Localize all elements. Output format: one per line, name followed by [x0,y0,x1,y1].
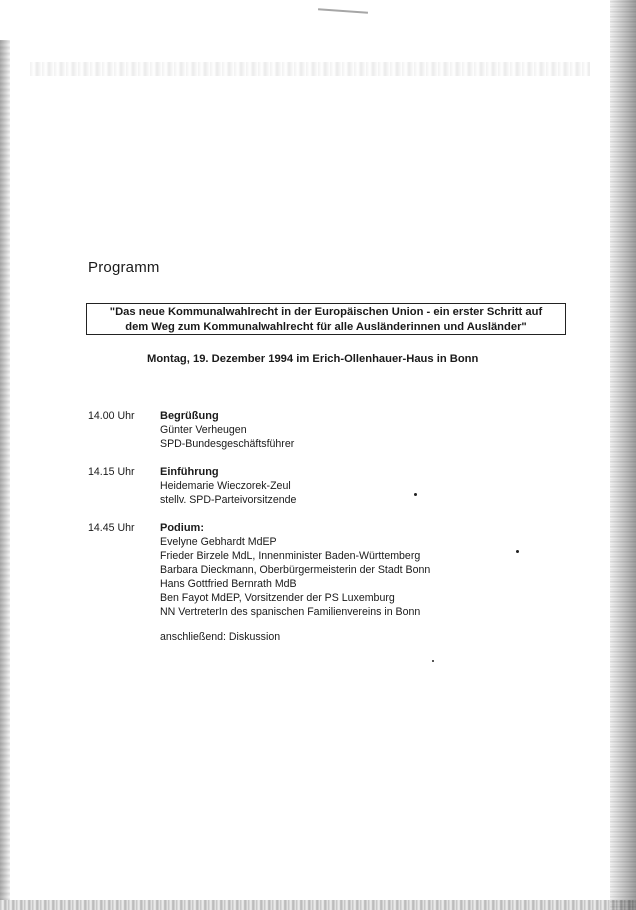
scan-speck [516,550,519,553]
schedule-body [160,521,430,619]
scan-mark [318,8,368,13]
schedule-line: Heidemarie Wieczorek-Zeul [160,480,291,492]
event-headline-line-2: dem Weg zum Kommunalwahlrecht für alle Ausländerinnen und Ausländer" [125,321,527,333]
schedule-line: Günter Verheugen [160,424,247,436]
schedule-line: SPD-Bundesgeschäftsführer [160,438,295,450]
schedule-time: 14.00 Uhr [88,410,135,422]
scan-edge-right [610,0,636,910]
schedule-line: Hans Gottfried Bernrath MdB [160,578,297,590]
schedule-line: Frieder Birzele MdL, Innenminister Baden-Württemberg [160,550,421,562]
schedule-line: Evelyne Gebhardt MdEP [160,536,277,548]
schedule-line: NN VertreterIn des spanischen Familienvereins in Bonn [160,606,421,618]
event-headline-line-1: "Das neue Kommunalwahlrecht in der Europäischen Union - ein erster Schritt auf [109,306,543,318]
event-headline-box [86,303,566,335]
event-date-location: Montag, 19. Dezember 1994 im Erich-Ollenhauer-Haus in Bonn [147,353,479,365]
schedule-line: stellv. SPD-Parteivorsitzende [160,494,297,506]
scan-speck [414,493,417,496]
schedule-body [160,409,294,451]
schedule-body [160,465,296,507]
schedule-line: Ben Fayot MdEP, Vorsitzender der PS Luxemburg [160,592,395,604]
schedule-time: 14.15 Uhr [88,466,135,478]
schedule-time: 14.45 Uhr [88,522,135,534]
scan-speck [432,660,434,662]
closing-note: anschließend: Diskussion [160,631,281,643]
schedule-line: Barbara Dieckmann, Oberbürgermeisterin der Stadt Bonn [160,564,431,576]
scan-edge-bottom [0,900,636,910]
scan-noise-band [30,62,590,76]
page-title: Programm [88,259,160,276]
schedule-heading: Podium: [160,522,204,534]
scan-edge-left [0,40,10,900]
schedule-heading: Begrüßung [160,410,219,422]
schedule-heading: Einführung [160,466,219,478]
